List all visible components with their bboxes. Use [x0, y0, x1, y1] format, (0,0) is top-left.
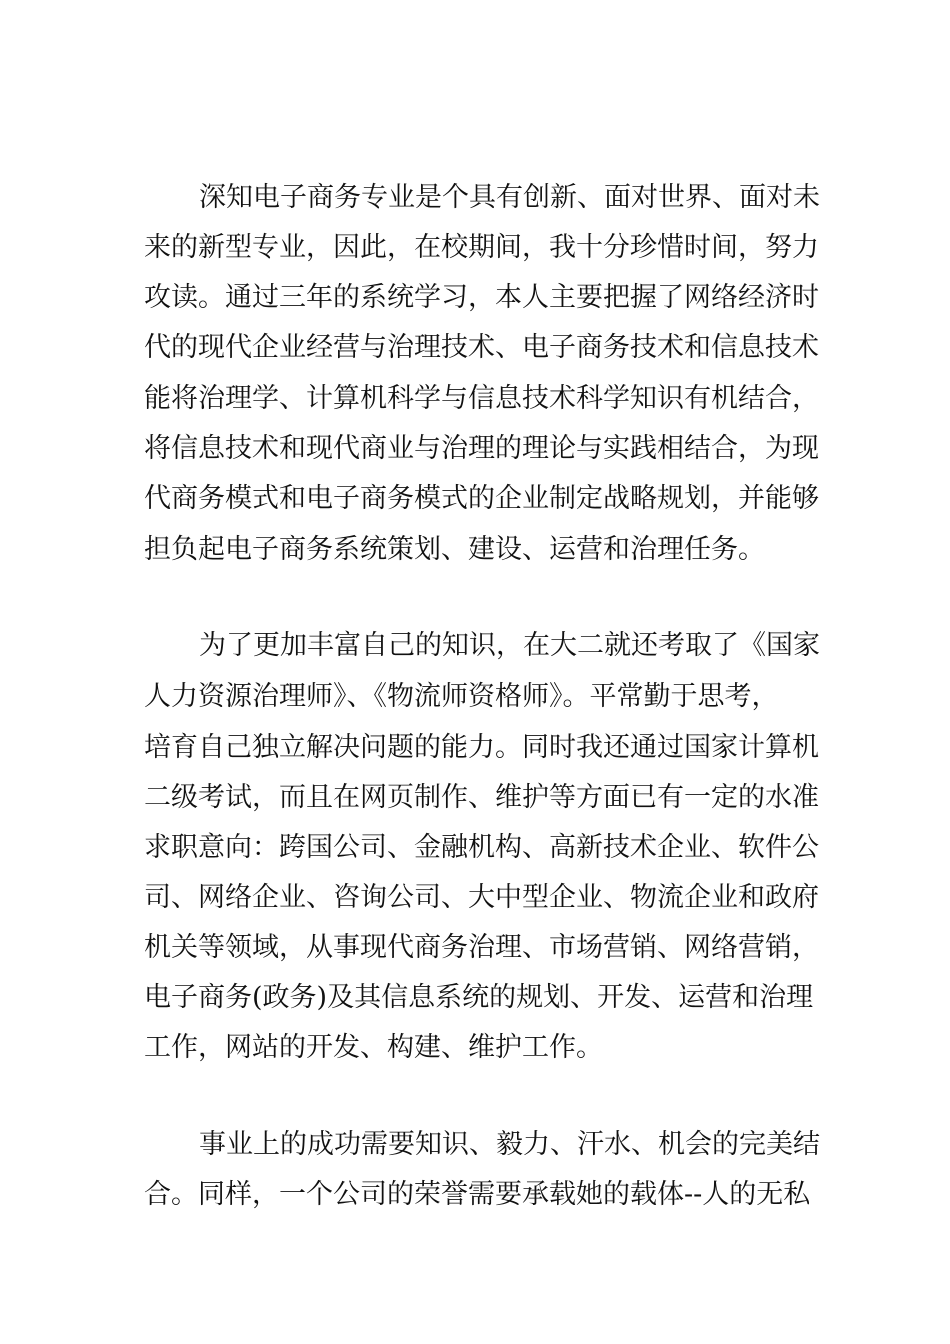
text-line: 求职意向：跨国公司、金融机构、高新技术企业、软件公: [144, 832, 819, 863]
text-line: 培育自己独立解决问题的能力。同时我还通过国家计算机: [144, 732, 819, 763]
text-line: 能将治理学、计算机科学与信息技术科学知识有机结合，: [144, 383, 819, 414]
text-line: 攻读。通过三年的系统学习，本人主要把握了网络经济时: [144, 282, 819, 313]
text-line: 担负起电子商务系统策划、建设、运营和治理任务。: [144, 534, 765, 565]
text-line: 机关等领域，从事现代商务治理、市场营销、网络营销，: [144, 932, 819, 963]
text-line: 代的现代企业经营与治理技术、电子商务技术和信息技术: [144, 332, 819, 363]
text-line: 为了更加丰富自己的知识，在大二就还考取了《国家: [199, 630, 820, 661]
text-line: 工作，网站的开发、构建、维护工作。: [144, 1032, 603, 1063]
text-line: 二级考试，而且在网页制作、维护等方面已有一定的水准: [144, 782, 819, 813]
text-line: 电子商务(政务)及其信息系统的规划、开发、运营和治理: [144, 982, 814, 1013]
text-line: 将信息技术和现代商业与治理的理论与实践相结合，为现: [144, 433, 819, 464]
text-line: 事业上的成功需要知识、毅力、汗水、机会的完美结: [199, 1129, 820, 1160]
text-line: 司、网络企业、咨询公司、大中型企业、物流企业和政府: [144, 882, 819, 913]
text-line: 人力资源治理师》、《物流师资格师》。平常勤于思考，: [144, 681, 779, 712]
text-line: 代商务模式和电子商务模式的企业制定战略规划，并能够: [144, 483, 819, 514]
text-line: 来的新型专业，因此，在校期间，我十分珍惜时间，努力: [144, 232, 819, 263]
text-line: 合。同样，一个公司的荣誉需要承载她的载体--人的无私: [144, 1179, 811, 1210]
text-line: 深知电子商务专业是个具有创新、面对世界、面对未: [199, 182, 820, 213]
